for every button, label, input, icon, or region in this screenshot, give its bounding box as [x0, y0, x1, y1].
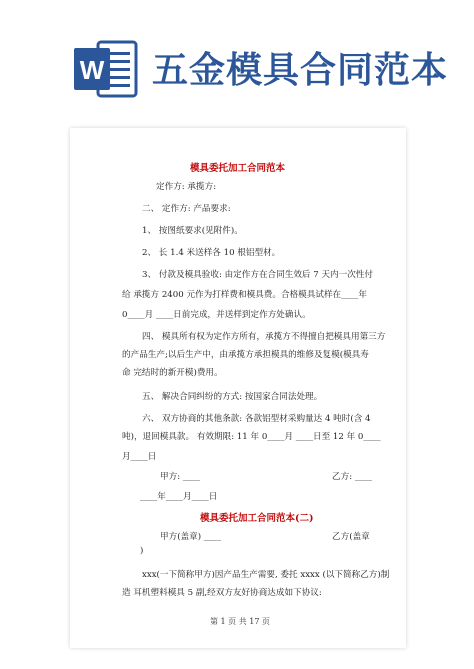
doc-line: 给 承揽方 2400 元作为打样费和模具费。合格模具试样在____年: [122, 290, 367, 300]
doc-line: 2、 长 1.4 米送样各 10 根铝型材。: [142, 248, 281, 258]
doc-line: 命 完结时的新开模)费用。: [122, 368, 223, 378]
banner-header: [0, 0, 474, 120]
party-a-line: 甲方: ____: [160, 472, 201, 482]
document-subtitle: 模具委托加工合同范本(二): [200, 513, 314, 524]
doc-line: 四、 模具所有权为定作方所有，承揽方不得擅自把模具用第三方: [142, 332, 386, 342]
agreement-paragraph-line: 造 耳机塑料模具 5 副,经双方友好协商达成如下协议:: [122, 588, 322, 598]
word-document-icon: [72, 36, 138, 102]
document-page: [70, 128, 406, 648]
agreement-paragraph-line: xxx(一下简称甲方)因产品生产需要, 委托 xxxx (以下简称乙方)制: [142, 570, 390, 580]
document-content: [70, 128, 406, 648]
party-b-line: 乙方: ____: [332, 472, 373, 482]
date-line: ____年____月____日: [140, 492, 218, 502]
word-icon-letter: W: [79, 55, 105, 85]
doc-line: 月____日: [122, 452, 157, 462]
seal-continuation: ): [140, 546, 144, 556]
doc-line: 3、 付款及模具验收: 由定作方在合同生效后 7 天内一次性付: [142, 270, 374, 280]
doc-line: 定作方: 承揽方:: [156, 182, 217, 192]
doc-line: 0____月 ____日前完成，并送样到定作方处确认。: [122, 310, 311, 320]
party-a-seal: 甲方(盖章) ____: [160, 532, 221, 542]
doc-line: 五、 解决合同纠纷的方式: 按国家合同法处理。: [142, 392, 323, 402]
party-b-seal: 乙方(盖章: [332, 532, 370, 542]
document-title: 模具委托加工合同范本: [190, 163, 286, 174]
doc-line: 六、 双方协商的其他条款: 各款铝型材采购量达 4 吨时(含 4: [142, 414, 371, 424]
banner-title: 五金模具合同范本: [152, 50, 449, 91]
doc-line: 1、 按图纸要求(见附件)。: [142, 226, 243, 236]
doc-line: 吨)，退回模具款。 有效期限: 11 年 0____月 ____日至 12 年 0____: [122, 432, 381, 442]
page-footer: 第 1 页 共 17 页: [210, 617, 270, 626]
doc-line: 的产品生产;以后生产中，由承揽方承担模具的维修及复模(模具寿: [122, 350, 369, 360]
doc-line: 二、 定作方: 产品要求:: [142, 204, 231, 214]
